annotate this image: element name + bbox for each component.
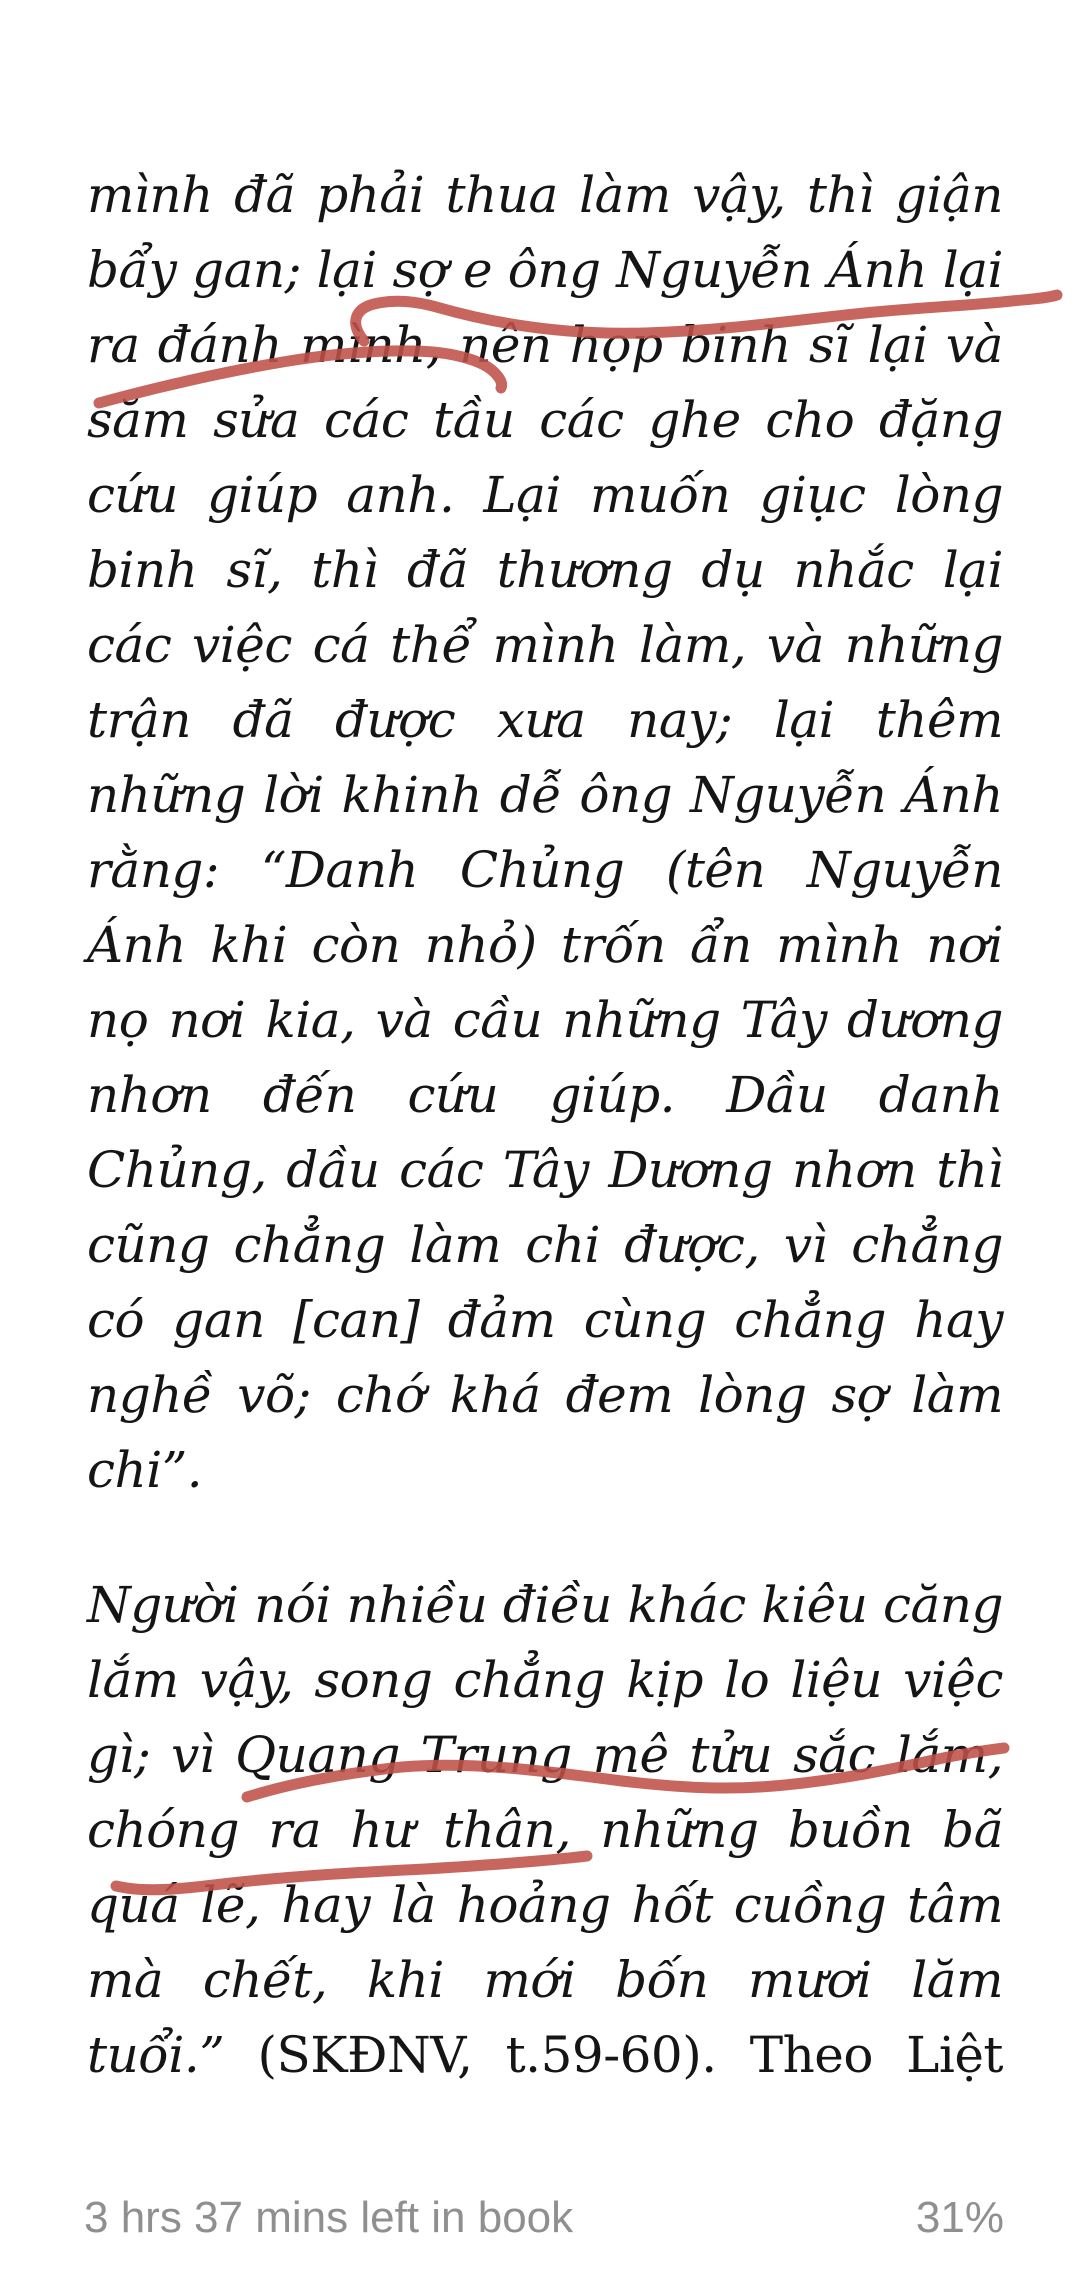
book-text-citation-fragment: (SKĐNV, t.59-60). Theo Liệt bbox=[257, 2026, 1003, 2084]
progress-percent-label: 31% bbox=[915, 2193, 1004, 2242]
book-text-line: săm sửa các tầu các ghe cho đặng bbox=[87, 391, 1003, 449]
book-text-line: chóng ra hư thân, những buồn bã bbox=[87, 1801, 1003, 1859]
book-paragraph-1 bbox=[87, 158, 1003, 1508]
book-text-line: ra đánh mình, nên họp binh sĩ lại và bbox=[87, 316, 1003, 374]
book-text-italic-fragment: tuổi.” bbox=[87, 2026, 225, 2084]
book-text-line: cứu giúp anh. Lại muốn giục lòng bbox=[87, 466, 1003, 524]
book-text-line: lắm vậy, song chẳng kịp lo liệu việc bbox=[87, 1651, 1003, 1709]
book-text-line: bẩy gan; lại sợ e ông Nguyễn Ánh lại bbox=[87, 241, 1003, 299]
book-text-line: Ánh khi còn nhỏ) trốn ẩn mình nơi bbox=[87, 916, 1003, 974]
book-text-line: có gan [can] đảm cùng chẳng hay bbox=[87, 1291, 1003, 1349]
book-text-line: nọ nơi kia, và cầu những Tây dương bbox=[87, 991, 1003, 1049]
book-text-line-last bbox=[87, 2018, 1003, 2093]
book-text-line: trận đã được xưa nay; lại thêm bbox=[87, 691, 1003, 749]
book-text-line: nhơn đến cứu giúp. Dầu danh bbox=[87, 1066, 1003, 1124]
time-left-label: 3 hrs 37 mins left in book bbox=[84, 2193, 574, 2242]
reading-progress-bar bbox=[84, 2193, 1004, 2243]
book-text-line: Chủng, dầu các Tây Dương nhơn thì bbox=[87, 1141, 1003, 1199]
book-text-line: nghề võ; chớ khá đem lòng sợ làm bbox=[87, 1366, 1003, 1424]
book-text-line: cũng chẳng làm chi được, vì chẳng bbox=[87, 1216, 1003, 1274]
book-text-line: Người nói nhiều điều khác kiêu căng bbox=[87, 1576, 1003, 1634]
book-text-line: chi”. bbox=[87, 1441, 203, 1499]
book-text-line: mình đã phải thua làm vậy, thì giận bbox=[87, 166, 1003, 224]
book-text-line: rằng: “Danh Chủng (tên Nguyễn bbox=[87, 841, 1003, 899]
book-paragraph-2 bbox=[87, 1568, 1003, 2093]
book-text-line: quá lẽ, hay là hoảng hốt cuồng tâm bbox=[87, 1876, 1003, 1934]
book-text-line: các việc cá thể mình làm, và những bbox=[87, 616, 1003, 674]
book-text-line: mà chết, khi mới bốn mươi lăm bbox=[87, 1951, 1003, 2009]
book-text-line: những lời khinh dễ ông Nguyễn Ánh bbox=[87, 766, 1003, 824]
book-text-line: binh sĩ, thì đã thương dụ nhắc lại bbox=[87, 541, 1003, 599]
book-text-line: gì; vì Quang Trung mê tửu sắc lắm, bbox=[87, 1726, 1003, 1784]
